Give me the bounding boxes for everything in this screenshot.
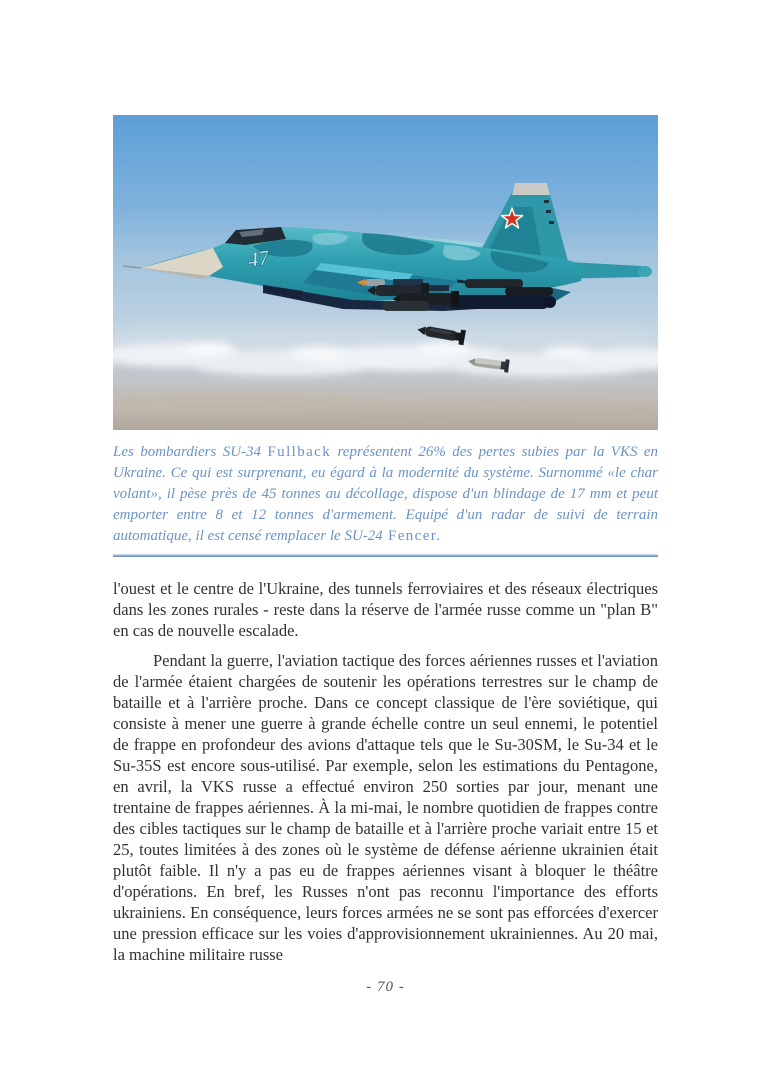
paragraph: l'ouest et le centre de l'Ukraine, des tunnels ferroviaires et des réseaux électriques dans les zones rurales - reste dans la réserve de l'armée russe comme un "plan B" en cas de nouvelle escalade. bbox=[113, 579, 658, 640]
caption-body: représentent 26% des pertes subies par la VKS en Ukraine. Ce qui est surprenant, eu égard à la modernité du système. Surnommé «le char volant», il pèse près de 45 tonnes au décollage, dispose d'un blindage de 17 mm et peut emporter entre 8 et 12 tonnes d'armement. Equipé d'un radar de suivi de terrain automatique, il est censé remplacer le bbox=[113, 444, 658, 544]
caption-lead: Les bombardiers SU-34 bbox=[113, 444, 268, 460]
page-number: - 70 - bbox=[366, 979, 405, 995]
page-content bbox=[113, 115, 658, 965]
su-34-photo bbox=[113, 115, 658, 430]
caption-separator-rule bbox=[113, 554, 658, 557]
body-text bbox=[113, 578, 658, 965]
figure bbox=[113, 115, 658, 547]
paragraph: Pendant la guerre, l'aviation tactique des forces aériennes russes et l'aviation de l'armée étaient chargées de soutenir les opérations terrestres sur le champ de bataille et à l'arrière proche. Dans ce concept classique de l'ère soviétique, qui consiste à mener une guerre à grande échelle contre un seul ennemi, le potentiel de frappe en profondeur des avions d'attaque tels que le Su-30SM, le Su-34 et le Su-35S est encore sous-utilisé. Par exemple, selon les estimations du Pentagone, en avril, la VKS russe a effectué environ 250 sorties par jour, menant une trentaine de frappes aériennes. À la mi-mai, le nombre quotidien de frappes contre des cibles tactiques sur le champ de bataille et à l'arrière proche variait entre 15 et 25, toutes limitées à des zones où le système de défense aérienne ukrainien était plutôt faible. Il n'y a pas eu de frappes aériennes visant à bloquer le théâtre d'opérations. En bref, les Russes n'ont pas reconnu l'importance des efforts ukrainiens. En conséquence, leurs forces armées ne se sont pas efforcées d'exercer une pression efficace sur les voies d'approvisionnement ukrainiennes. Au 20 mai, la machine militaire russe bbox=[113, 651, 658, 964]
sky bbox=[113, 115, 658, 347]
aircraft-number: 47 bbox=[246, 245, 271, 272]
caption-model: SU-24 bbox=[344, 528, 383, 544]
caption-nato-name-fencer: Fencer. bbox=[382, 528, 442, 544]
caption-nato-name-fullback: Fullback bbox=[267, 444, 332, 460]
figure-caption bbox=[113, 442, 658, 547]
